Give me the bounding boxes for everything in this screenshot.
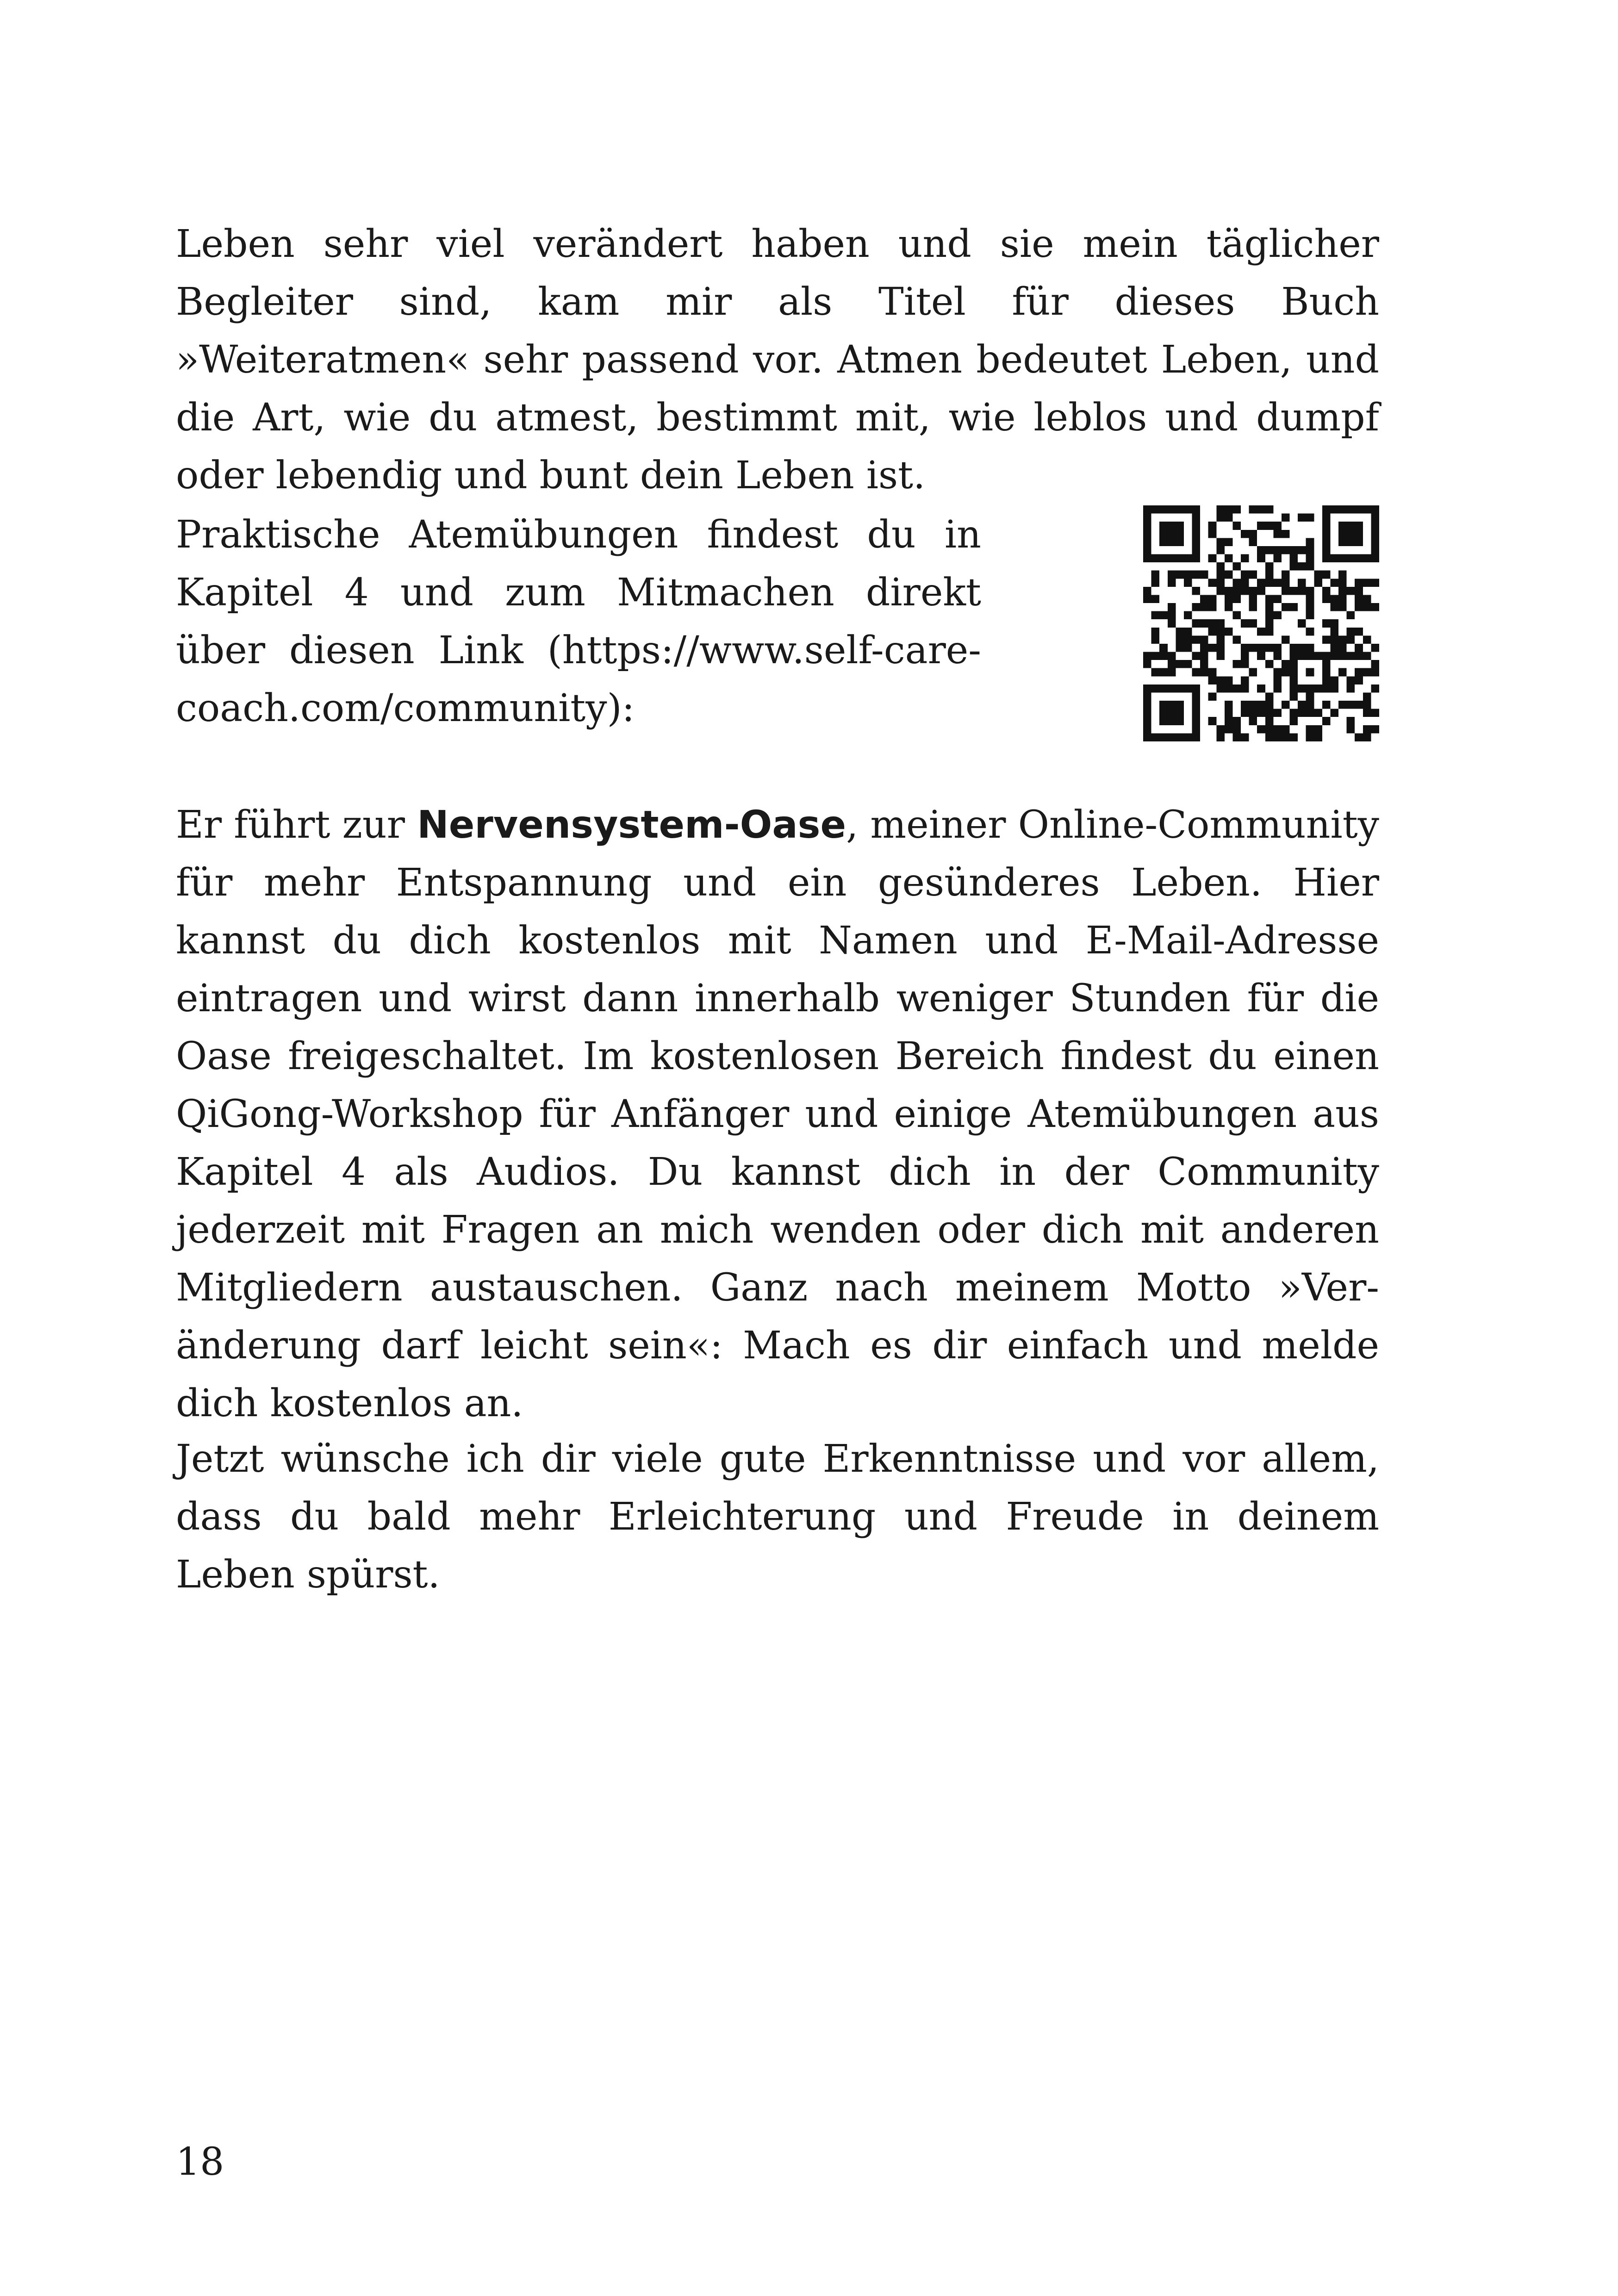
paragraph-intro: Leben sehr viel verändert haben und sie mein täglicher Begleiter sind, kam mir als Titel für dieses Buch »Weiteratmen« sehr passend vor. Atmen bedeutet Leben, und die Art, wie du atmest, bestimmt mit, wie leblos und dumpf oder lebendig und bunt dein Leben ist. [176,222,1379,498]
qr-code-icon[interactable] [1143,505,1379,741]
paragraph-closing: Jetzt wünsche ich dir viele gute Erkenntnisse und vor allem, dass du bald mehr Erleichterung und Freude in deinem Leben spürst. [176,1437,1379,1597]
paragraph-community [176,796,1379,1432]
community-rest-text: , meiner Online-Community für mehr Entspannung und ein gesünderes Leben. Hier kannst du dich kostenlos mit Namen und E-Mail-Adresse eintragen und wirst dann innerhalb weniger Stunden für die Oase freigeschaltet. Im kostenlosen Bereich findest du einen QiGong-Workshop für Anfänger und einige Atemübungen aus Kapitel 4 als Audios. Du kannst dich in der Community jederzeit mit Fragen an mich wenden oder dich mit anderen Mitgliedern austauschen. Ganz nach meinem Motto »Veränderung darf leicht sein«: Mach es dir einfach und melde dich kostenlos an. [176,803,1380,1425]
page-number: 18 [176,2140,224,2184]
community-lead-text: Er führt zur [176,803,417,847]
paragraph-practice-link: Praktische Atemübungen findest du in Kapitel 4 und zum Mitmachen direkt über diesen Link (https://www.self-care-coach.com/community): [176,513,981,730]
community-name: Nervensystem-Oase [417,803,846,847]
